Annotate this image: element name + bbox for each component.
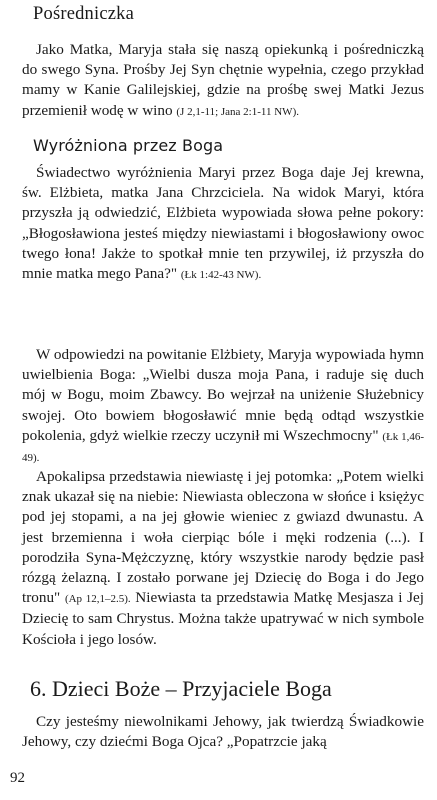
paragraph-distinguished-3 <box>22 467 424 650</box>
paragraph-text: W odpowiedzi na powitanie Elżbiety, Maryja wypowiada hymn uwielbienia Boga: „Wielbi dusza moja Pana, i raduje się duch mój w Bogu, moim Zbawcy. Bo wejrzał na uniżenie Służebnicy swojej. Oto bowiem błogosławić mnie będą odtąd wszystkie pokolenia, gdyż wielkie rzeczy uczynił mi Wszechmocny" <box>22 346 424 444</box>
paragraph-mediator-1 <box>22 40 424 122</box>
bible-reference: (J 2,1-11; Jana 2:1-11 NW). <box>176 105 299 118</box>
paragraph-text: Czy jesteśmy niewolnikami Jehowy, jak twierdzą Świadkowie Jehowy, czy dziećmi Boga Ojca? „Popatrzcie jaką <box>22 713 424 751</box>
bible-reference: (Łk 1:42-43 NW). <box>180 269 262 282</box>
section-heading-children: 6. Dzieci Boże – Przyjaciele Boga <box>30 676 332 701</box>
bible-reference: (Łk 1,46-49). <box>22 430 425 465</box>
paragraph-text: Jako Matka, Maryja stała się naszą opiekunką i pośredniczką do swego Syna. Prośby Jej Syn chętnie wypełnia, czego przykład mamy w Kanie Galilejskiej, gdzie na prośbę swej Matki Jezus przemienił wodę w wino <box>22 41 424 119</box>
paragraph-children-1 <box>22 712 424 752</box>
paragraph-distinguished-1 <box>22 163 424 285</box>
page-number: 92 <box>10 770 25 786</box>
section-heading-mediator: Pośredniczka <box>33 4 135 24</box>
section-heading-distinguished: Wyróżniona przez Boga <box>33 136 224 155</box>
paragraph-distinguished-2 <box>22 345 424 468</box>
paragraph-text: Niewiasta ta przedstawia Matkę Mesjasza i Jej Dziecię to sam Chrystus. Można także upatrywać w nich symbole Kościoła i jego losów. <box>22 589 424 648</box>
bible-reference: (Ap 12,1–2.5). <box>64 593 131 606</box>
paragraph-text: Świadectwo wyróżnienia Maryi przez Boga daje Jej krewna, św. Elżbieta, matka Jana Chrzciciela. Na widok Maryi, która przyszła ją odwiedzić, Elżbieta wypowiada słowa pełne pokory: „Błogosławiona jesteś między niewiastami i błogosławiony owoc twego łona! Jakże to spotkał mnie ten przywilej, iż przyszła do mnie matka mego Pana?" <box>22 164 424 283</box>
paragraph-text: Apokalipsa przedstawia niewiastę i jej potomka: „Potem wielki znak ukazał się na niebie: Niewiasta obleczona w słońce i księżyc pod jej stopami, a na jej głowie wieniec z gwiazd dwunastu. A jest brzemienna i woła cierpiąc bóle i męki rodzenia (...). I porodziła Syna-Mężczyznę, który wszystkie narody będzie pasł rózgą żelazną. I zostało porwane jej Dziecię do Boga i do Jego tronu" <box>22 468 424 607</box>
